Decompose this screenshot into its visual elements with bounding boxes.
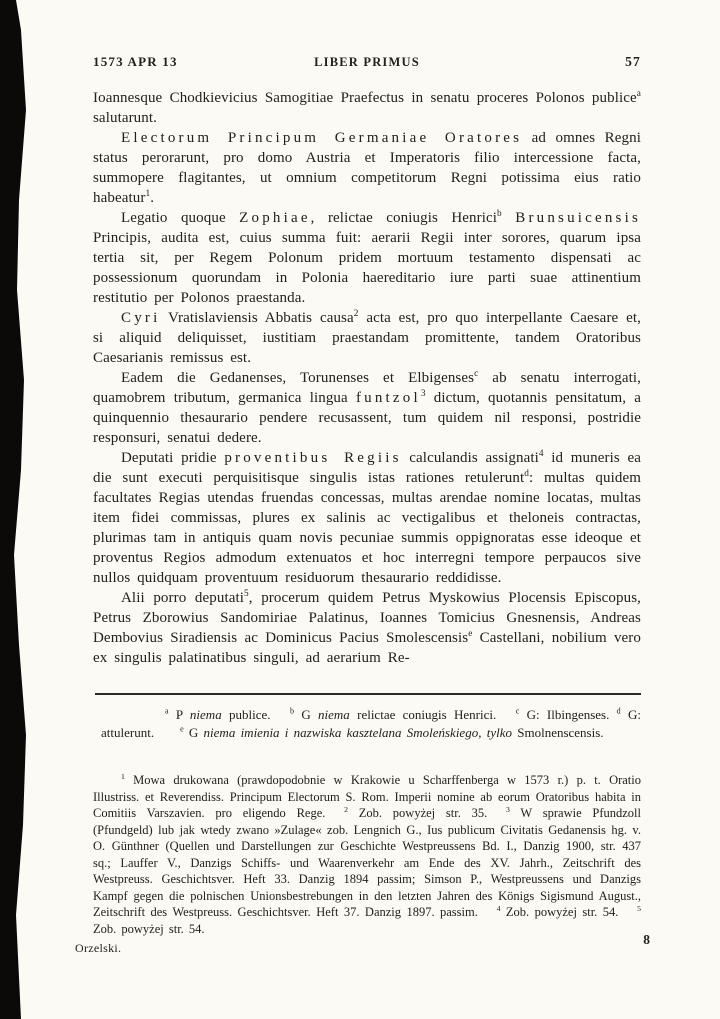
variant-footnotes-text: $^a$ P niema publice. $^b$ G niema relictae coniugis Henrici. $^c$ G: Ilbingenses. $^d$ G: attulerunt. $^e$ G niema imienia i nazwiska kasztelana Smoleńskiego, tylko Smolnenscensis. — [101, 706, 641, 740]
paragraph: Deputati pridie proventibus Regiis calculandis assignati$^4$ id muneris ea die sunt executi perquisitisque singulis istas rationes retulerunt$^d$: multas quidem facultates Regias utendas fruendas concessas, multas arendae nomine locatas, multas item fidei commissas, plures ex salinis ac vectigalibus et theloneis contractas, plurimas tam in antiquis quam novis pecuniae summis oppignoratas esse ideoque et proventus Regios admodum extenuatos et hoc interregni tempore perpaucos sive nullos quidquam proventuum residuorum thesaurario reddidisse. — [93, 449, 641, 586]
footnote-divider — [95, 693, 641, 695]
page-number: 57 — [625, 54, 641, 69]
running-title: LIBER PRIMUS — [314, 55, 420, 69]
paragraph: Electorum Principum Germaniae Oratores ad omnes Regni status perorarunt, pro domo Austria et Imperatoris filio intercessione facta, summopere flagitantes, ut omnium competitorum Regni potissima eius ratio habeatur$^1$. — [93, 130, 642, 206]
page-header — [93, 54, 641, 70]
margin-date: 1573 APR 13 — [93, 54, 178, 69]
body-text — [93, 88, 641, 668]
scan-edge-artifact — [0, 0, 30, 1019]
paragraph: Eadem die Gedanenses, Torunenses et Elbigenses$^c$ ab senatu interrogati, quamobrem tributum, germanica lingua funtzol$^3$ dictum, quotannis pensitatum, a quinquennio thesaurario pendere recusassent, tum quidem nil responsi, postridie responsuri, senatui dedere. — [93, 369, 641, 446]
paragraph: Alii porro deputati$^5$, procerum quidem Petrus Myskowius Plocensis Episcopus, Petrus Zborowius Sandomiriae Palatinus, Ioannes Tomicius Gnesnensis, Andreas Dembovius Siradiensis ac Dominicus Pacius Smolescensis$^e$ Castellani, nobilium vero ex singulis palatinatibus singuli, ad aerarium Re- — [93, 589, 641, 666]
paragraph: Cyri Vratislaviensis Abbatis causa$^2$ acta est, pro quo interpellante Caesare et, si aliquid deliquisset, iustitiam praestandam promittente, tandem Oratoribus Caesarianis remissus est. — [93, 309, 641, 366]
variant-footnotes — [101, 706, 641, 742]
paragraph: Ioannesque Chodkievicius Samogitiae Praefectus in senatu proceres Polonos publice$^a$ salutarunt. — [93, 89, 641, 126]
sheet-signature: 8 — [643, 932, 650, 947]
catchword: Orzelski. — [75, 941, 122, 955]
reference-footnotes-text: $^1$ Mowa drukowana (prawdopodobnie w Krakowie u Scharffenberga w 1573 r.) p. t. Oratio Illustriss. et Reverendiss. Principum Electorum S. Rom. Imperii nomine ab eorum Oratoribus habita in Comitiis Varszavien. pro eligendo Rege. $^2$ Zob. powyżej str. 35. $^3$ W sprawie Pfundzoll (Pfundgeld) lub jak wtedy zwano »Zulage« zob. Lengnich G., Ius publicum Civitatis Gedanensis hg. v. O. Günthner (Quellen und Darstellungen zur Geschichte Westpreussens Bd. I., Danzig 1900, str. 437 sq.; Lauffer V., Danzigs Schiffs- und Waarenverkehr am Ende des XV. Jahrh., Zeitschrift des Westpreuss. Geschichtsver. Heft 33. Danzig 1894 passim; Simson P., Westpreussens und Danzigs Kampf gegen die polnischen Unionsbestrebungen in den letzten Jahren des Königs Sigismund August., Zeitschrift des Westpreuss. Geschichtsver. Heft 37. Danzig 1897. passim. $^4$ Zob. powyżej str. 54. $^5$ Zob. powyżej str. 54. — [93, 771, 641, 936]
paragraph: Legatio quoque Zophiae, relictae coniugis Henrici$^b$ Brunsuicensis Principis, audita est, cuius summa fuit: aerarii Regii inter sorores, quarum ipsa tertia sit, per Regem Polonum pridem mortuum testamento dispensati ac possessionum quorundam in Polonia haereditario iure parti suae attinentium restitutio per Polonos praestanda. — [93, 209, 641, 306]
reference-footnotes — [93, 772, 641, 937]
